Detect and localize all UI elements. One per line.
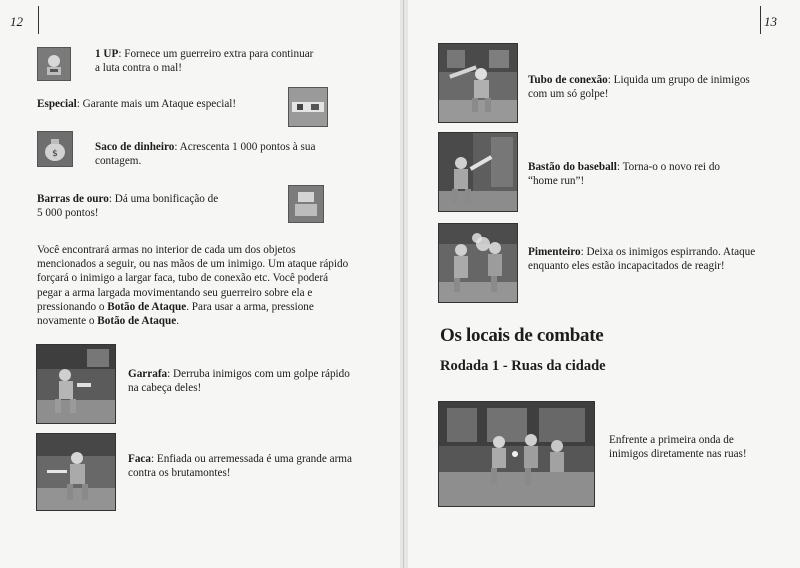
item-desc-line2: 5 000 pontos! <box>37 207 99 220</box>
weapon-pipe <box>528 73 768 101</box>
item-desc: : Deixa os inimigos espirrando. Ataque <box>580 246 756 258</box>
item-term: Tubo de conexão <box>528 74 608 86</box>
weapon-pepper <box>528 245 773 273</box>
item-term: Faca <box>128 453 151 465</box>
page-edge-mark-left <box>38 6 39 34</box>
round-text-line: Enfrente a primeira onda de <box>609 434 734 446</box>
round-text-line: inimigos diretamente nas ruas! <box>609 448 747 461</box>
knife-screenshot <box>36 433 116 511</box>
item-term: Barras de ouro <box>37 193 109 205</box>
item-term: Saco de dinheiro <box>95 141 175 153</box>
item-especial <box>37 97 287 111</box>
money-bag-icon <box>37 131 73 167</box>
bat-screenshot <box>438 132 518 212</box>
item-gold-bars <box>37 192 277 220</box>
item-term: 1 UP <box>95 48 119 60</box>
item-desc: : Garante mais um Ataque especial! <box>76 98 237 110</box>
round-title: Rodada 1 - Ruas da cidade <box>440 358 606 374</box>
page-edge-mark-right <box>760 6 761 34</box>
gold-bars-icon <box>288 185 324 223</box>
pipe-screenshot <box>438 43 518 123</box>
weapon-bottle <box>128 367 373 395</box>
round1-description <box>609 433 779 461</box>
svg-text:$: $ <box>52 149 58 159</box>
item-desc: : Fornece um guerreiro extra para continuar <box>118 48 314 60</box>
item-desc-line2: contagem. <box>95 155 142 168</box>
weapon-knife <box>128 452 378 480</box>
item-desc-line2: a luta contra o mal! <box>95 62 182 75</box>
round1-screenshot <box>438 401 595 507</box>
page-gutter <box>400 0 408 568</box>
item-desc: : Derruba inimigos com um golpe rápido <box>167 368 350 380</box>
paragraph-line: Você encontrará armas no interior de cada um dos objetos <box>37 244 296 256</box>
paragraph-line: pegar a arma largada movimentando seu guerreiro sobre ela e <box>37 286 313 299</box>
attack-button-ref: Botão de Ataque <box>107 300 187 313</box>
item-money-bag <box>95 140 355 168</box>
paragraph-line: pressionando o <box>37 300 108 313</box>
paragraph-line: . <box>176 315 180 328</box>
item-desc: : Dá uma bonificação de <box>108 193 219 205</box>
paragraph-line: forçará o inimigo a largar faca, tubo de conexão etc. Você poderá <box>37 272 329 285</box>
item-desc-line2: “home run”! <box>528 175 585 188</box>
item-desc-line2: com um só golpe! <box>528 88 609 101</box>
item-desc-line2: contra os brutamontes! <box>128 467 231 480</box>
one-up-icon <box>37 47 71 81</box>
bottle-screenshot <box>36 344 116 424</box>
item-one-up <box>95 47 355 75</box>
weapons-paragraph <box>37 243 372 328</box>
item-desc: : Acrescenta 1 000 pontos à sua <box>174 141 316 153</box>
item-desc: : Liquida um grupo de inimigos <box>607 74 750 86</box>
page-number-right: 13 <box>764 14 777 29</box>
item-desc: : Torna-o o novo rei do <box>616 161 721 173</box>
item-term: Bastão do baseball <box>528 161 617 173</box>
item-desc-line2: enquanto eles estão incapacitados de reagir! <box>528 260 725 273</box>
item-desc: : Enfiada ou arremessada é uma grande arma <box>151 453 352 465</box>
page-number-left: 12 <box>10 14 23 29</box>
paragraph-line: . Para usar a arma, pressione <box>186 300 314 313</box>
weapon-bat <box>528 160 758 188</box>
pepper-screenshot <box>438 223 518 303</box>
paragraph-line: mencionados a seguir, ou nas mãos de um inimigo. Um ataque rápido <box>37 258 349 271</box>
item-desc-line2: na cabeça deles! <box>128 382 202 395</box>
item-term: Especial <box>37 98 77 110</box>
item-term: Garrafa <box>128 368 168 380</box>
paragraph-line: novamente o <box>37 315 98 328</box>
item-term: Pimenteiro <box>528 246 581 258</box>
especial-icon <box>288 87 328 127</box>
attack-button-ref: Botão de Ataque <box>97 315 177 328</box>
section-title: Os locais de combate <box>440 325 604 346</box>
